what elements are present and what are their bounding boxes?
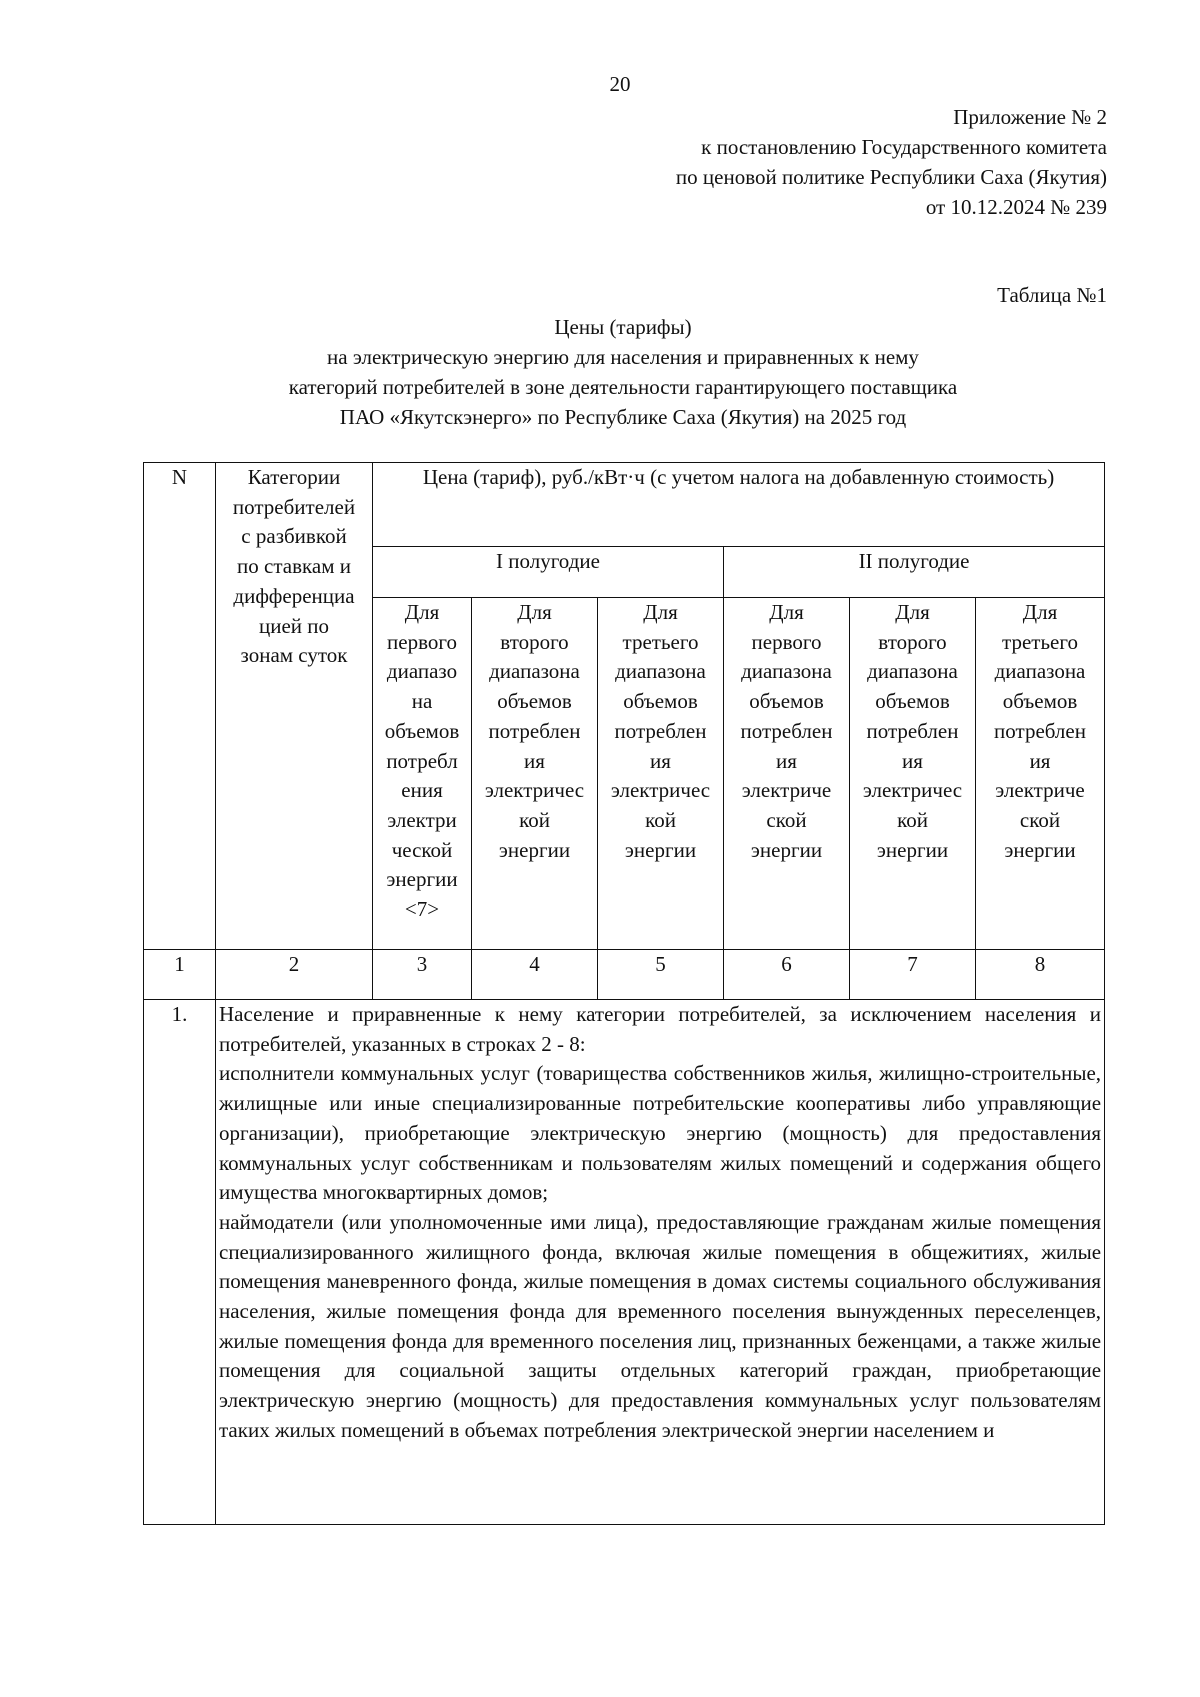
header-half-2: II полугодие xyxy=(724,547,1105,598)
subheader-line: энергии xyxy=(498,837,571,862)
column-number: 5 xyxy=(598,950,724,1000)
subheader-line: энергии xyxy=(876,837,949,862)
category-line: Категории xyxy=(247,465,341,489)
appendix-line: от 10.12.2024 № 239 xyxy=(925,195,1107,219)
category-line: с разбивкой xyxy=(241,524,347,549)
subheader-line: ческой xyxy=(391,837,453,862)
category-line: цией по xyxy=(258,613,330,638)
subheader-line: ия xyxy=(1029,748,1051,773)
category-line: потребителей xyxy=(232,494,356,519)
subheader-line: ения xyxy=(401,778,443,803)
subheader-line: потреблен xyxy=(614,718,707,743)
title-line: категорий потребителей в зоне деятельности гарантирующего поставщика xyxy=(288,375,958,399)
subheader-line: ия xyxy=(776,748,797,773)
subheader-line: ской xyxy=(766,807,807,832)
subheader-col-8 xyxy=(976,598,1105,950)
table-header-row xyxy=(144,463,1105,547)
subheader-line: первого xyxy=(751,629,822,654)
header-n: N xyxy=(144,463,216,950)
subheader-line: потреблен xyxy=(488,718,581,743)
appendix-line: к постановлению Государственного комитета xyxy=(701,135,1107,159)
subheader-line: диапазона xyxy=(994,659,1086,684)
subheader-line: электриче xyxy=(741,778,832,803)
subheader-line: ия xyxy=(650,748,671,773)
subheader-line: ия xyxy=(524,748,545,773)
subheader-line: потребл xyxy=(386,748,458,773)
document-title xyxy=(143,312,1103,432)
subheader-line: диапазо xyxy=(386,659,458,684)
subheader-line: потреблен xyxy=(740,718,833,743)
subheader-col-7 xyxy=(850,598,976,950)
subheader-line: кой xyxy=(519,807,550,832)
subheader-line: объемов xyxy=(1002,689,1078,714)
row-paragraph: исполнители коммунальных услуг (товарищества собственников жилья, жилищно-строительные, жилищные или иные специализированные потребительские кооперативы либо управляющие организации), приобретающие электрическую энергию (мощность) для предоставления коммунальных услуг собственникам и пользователям жилых помещений и содержания общего имущества многоквартирных домов; xyxy=(219,1061,1102,1205)
subheader-line: Для xyxy=(1022,600,1058,624)
header-price: Цена (тариф), руб./кВт·ч (с учетом налога на добавленную стоимость) xyxy=(373,463,1105,547)
title-line: Цены (тарифы) xyxy=(554,315,692,339)
appendix-header xyxy=(676,102,1107,222)
row-paragraph: Население и приравненные к нему категории потребителей, за исключением населения и потребителей, указанных в строках 2 - 8: xyxy=(219,1002,1102,1056)
subheader-line: энергии xyxy=(750,837,823,862)
appendix-line: Приложение № 2 xyxy=(953,105,1107,129)
title-line: на электрическую энергию для населения и приравненных к нему xyxy=(327,345,919,369)
column-number-row xyxy=(144,950,1105,1000)
subheader-col-3 xyxy=(373,598,472,950)
subheader-col-6 xyxy=(724,598,850,950)
category-line: зонам суток xyxy=(240,643,348,668)
appendix-line: по ценовой политике Республики Саха (Якутия) xyxy=(675,165,1107,189)
column-number: 1 xyxy=(144,950,216,1000)
title-line: ПАО «Якутскэнерго» по Республике Саха (Якутия) на 2025 год xyxy=(339,405,907,429)
column-number: 2 xyxy=(216,950,373,1000)
subheader-line: электриче xyxy=(995,778,1085,803)
subheader-line: третьего xyxy=(622,629,699,654)
column-number: 4 xyxy=(472,950,598,1000)
header-category xyxy=(216,463,373,950)
subheader-line: второго xyxy=(878,629,947,654)
subheader-line: электричес xyxy=(484,778,585,803)
subheader-line: первого xyxy=(387,629,457,654)
row-description xyxy=(216,1000,1105,1525)
footnote-ref: <7> xyxy=(404,897,440,922)
subheader-line: Для xyxy=(769,600,804,624)
row-paragraph: наймодатели (или уполномоченные ими лица), предоставляющие гражданам жилые помещения специализированного жилищного фонда, включая жилые помещения в общежитиях, жилые помещения маневренного фонда, жилые помещения в домах системы социального обслуживания населения, жилые помещения фонда для временного поселения вынужденных переселенцев, жилые помещения фонда для временного поселения лиц, признанных беженцами, а также жилые помещения для социальной защиты отдельных категорий граждан, приобретающие электрическую энергию (мощность) для предоставления коммунальных услуг пользователям таких жилых помещений в объемах потребления электрической энергии населением и xyxy=(219,1209,1102,1442)
subheader-line: электри xyxy=(387,807,457,832)
subheader-line: диапазона xyxy=(615,659,706,684)
subheader-line: на xyxy=(411,689,433,714)
subheader-line: диапазона xyxy=(741,659,832,684)
subheader-line: потреблен xyxy=(866,718,959,743)
subheader-line: ской xyxy=(1019,807,1061,832)
table-row xyxy=(144,1000,1105,1525)
category-line: дифференциа xyxy=(233,583,355,608)
header-half-1: I полугодие xyxy=(373,547,724,598)
subheader-line: Для xyxy=(517,600,552,624)
subheader-line: Для xyxy=(643,600,678,624)
subheader-line: диапазона xyxy=(489,659,580,684)
subheader-line: объемов xyxy=(623,689,698,714)
subheader-line: Для xyxy=(895,600,930,624)
column-number: 8 xyxy=(976,950,1105,1000)
table-label: Таблица №1 xyxy=(997,283,1107,307)
tariff-table xyxy=(143,462,1105,1525)
subheader-line: второго xyxy=(500,629,569,654)
subheader-line: третьего xyxy=(1002,629,1078,654)
page-number: 20 xyxy=(609,72,631,96)
subheader-line: потреблен xyxy=(994,718,1086,743)
category-line: по ставкам и xyxy=(237,554,351,579)
subheader-line: диапазона xyxy=(867,659,958,684)
subheader-line: ия xyxy=(902,748,923,773)
column-number: 6 xyxy=(724,950,850,1000)
subheader-line: электричес xyxy=(610,778,711,803)
subheader-line: энергии xyxy=(386,867,458,892)
column-number: 3 xyxy=(373,950,472,1000)
subheader-line: объемов xyxy=(384,718,460,743)
subheader-col-4 xyxy=(472,598,598,950)
subheader-line: объемов xyxy=(875,689,950,714)
subheader-col-5 xyxy=(598,598,724,950)
subheader-line: электричес xyxy=(862,778,963,803)
subheader-line: объемов xyxy=(749,689,824,714)
subheader-line: энергии xyxy=(1004,837,1076,862)
row-number: 1. xyxy=(144,1000,216,1525)
subheader-line: кой xyxy=(645,807,676,832)
subheader-line: энергии xyxy=(624,837,697,862)
subheader-line: Для xyxy=(404,600,440,624)
column-number: 7 xyxy=(850,950,976,1000)
subheader-line: объемов xyxy=(497,689,572,714)
subheader-line: кой xyxy=(897,807,928,832)
